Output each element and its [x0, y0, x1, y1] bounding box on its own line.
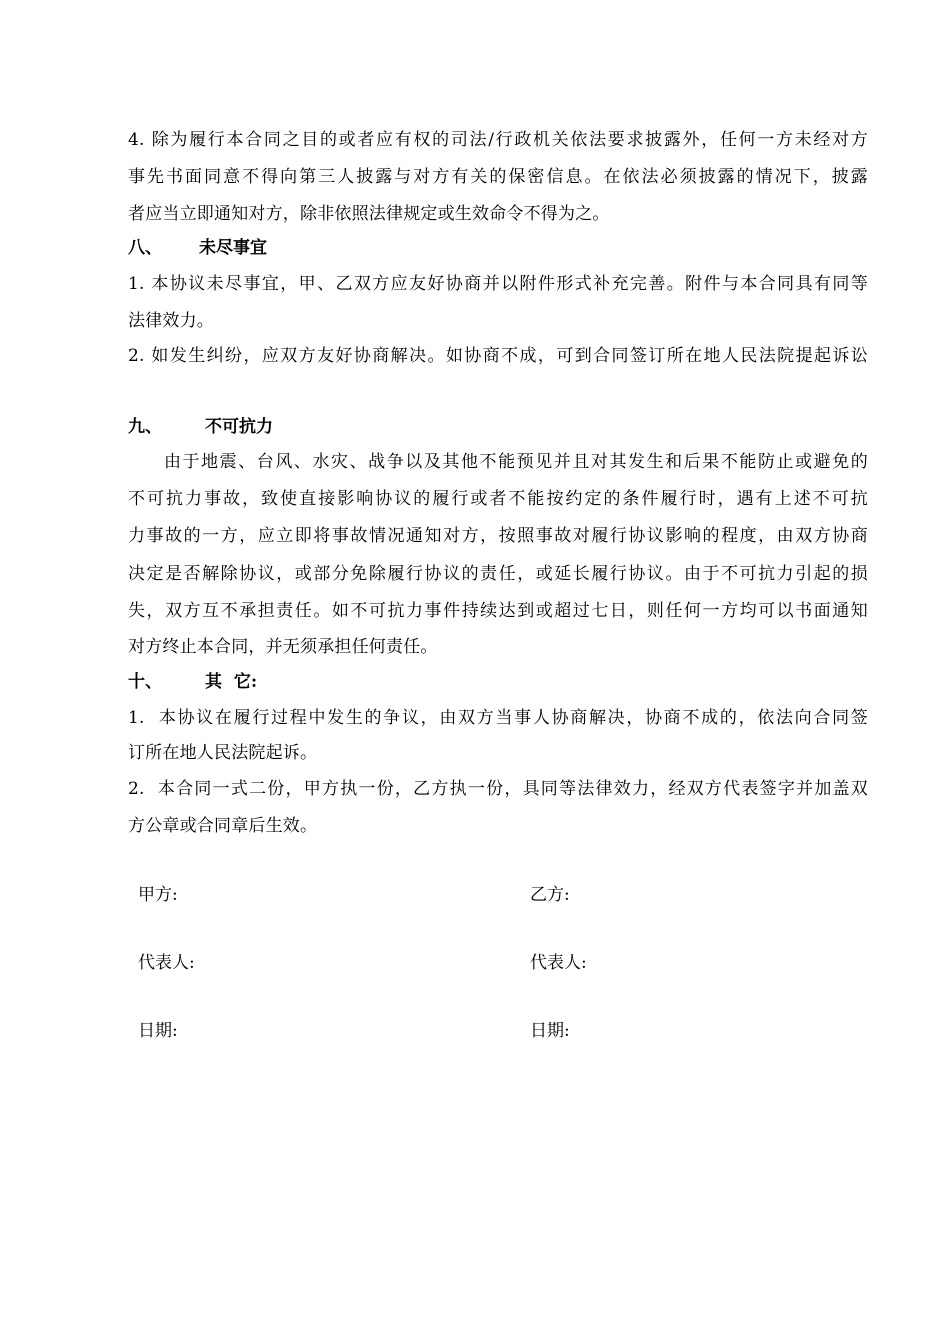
clause9-para-line2: 不可抗力事故，致使直接影响协议的履行或者不能按约定的条件履行时，遇有上述不可抗 — [128, 489, 868, 509]
party-a-label: 甲方: — [138, 885, 178, 905]
clause10-title: 其 它: — [205, 672, 258, 692]
clause9-para-line6: 对方终止本合同，并无须承担任何责任。 — [128, 637, 438, 657]
clause9-para-line3: 力事故的一方，应立即将事故情况通知对方，按照事故对履行协议影响的程度，由双方协商 — [128, 526, 868, 546]
clause8-title: 未尽事宜 — [199, 238, 267, 258]
clause7-item4-line2: 事先书面同意不得向第三人披露与对方有关的保密信息。在依法必须披露的情况下，披露 — [128, 167, 868, 187]
clause9-para-line1: 由于地震、台风、水灾、战争以及其他不能预见并且对其发生和后果不能防止或避免的 — [164, 452, 868, 472]
date-b-label: 日期: — [530, 1021, 570, 1041]
clause9-para-line4: 决定是否解除协议，或部分免除履行协议的责任，或延长履行协议。由于不可抗力引起的损 — [128, 564, 868, 584]
clause7-item4-line3: 者应当立即通知对方，除非依照法律规定或生效命令不得为之。 — [128, 204, 610, 224]
date-a-label: 日期: — [138, 1021, 178, 1041]
clause10-item1-line1: 1. 本协议在履行过程中发生的争议，由双方当事人协商解决，协商不成的，依法向合同签 — [128, 708, 868, 728]
clause8-number: 八、 — [128, 238, 162, 258]
clause10-item2-line2: 方公章或合同章后生效。 — [128, 816, 318, 836]
clause8-item2-line1: 2. 如发生纠纷，应双方友好协商解决。如协商不成，可到合同签订所在地人民法院提起诉讼 — [128, 346, 868, 366]
representative-b-label: 代表人: — [530, 953, 587, 973]
clause9-para-line5: 失，双方互不承担责任。如不可抗力事件持续达到或超过七日，则任何一方均可以书面通知 — [128, 601, 868, 621]
clause8-item1-line1: 1. 本协议未尽事宜，甲、乙双方应友好协商并以附件形式补充完善。附件与本合同具有同等 — [128, 274, 868, 294]
clause9-number: 九、 — [128, 417, 162, 437]
clause10-item1-line2: 订所在地人民法院起诉。 — [128, 743, 318, 763]
clause8-item1-line2: 法律效力。 — [128, 311, 214, 331]
clause10-item2-line1: 2. 本合同一式二份，甲方执一份，乙方执一份，具同等法律效力，经双方代表签字并加盖双 — [128, 779, 868, 799]
clause7-item4-line1: 4. 除为履行本合同之目的或者应有权的司法/行政机关依法要求披露外，任何一方未经对方 — [128, 130, 868, 150]
clause10-number: 十、 — [128, 672, 162, 692]
representative-a-label: 代表人: — [138, 953, 195, 973]
clause9-title: 不可抗力 — [205, 417, 273, 437]
party-b-label: 乙方: — [530, 885, 570, 905]
